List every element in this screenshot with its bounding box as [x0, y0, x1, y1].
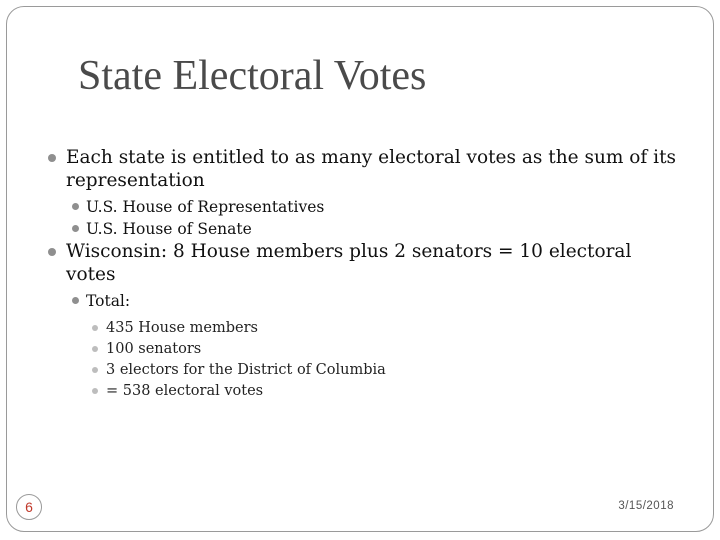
sub-sub-bullet-item	[46, 360, 686, 381]
bullet-item	[46, 146, 686, 192]
slide-content	[46, 146, 686, 402]
sub-sub-bullet-text: 435 House members	[106, 320, 258, 336]
sub-sub-bullet-item	[46, 318, 686, 339]
sub-sub-bullet-text: 100 senators	[106, 341, 202, 357]
bullet-icon	[72, 225, 79, 232]
bullet-icon	[92, 367, 98, 373]
bullet-icon	[92, 346, 98, 352]
sub-bullet-item	[46, 196, 686, 218]
bullet-icon	[72, 203, 79, 210]
sub-bullet-item	[46, 218, 686, 240]
bullet-icon	[48, 248, 56, 256]
bullet-icon	[92, 388, 98, 394]
bullet-icon	[48, 154, 56, 162]
sub-bullet-item	[46, 290, 686, 312]
slide-number: 6	[16, 494, 42, 520]
bullet-icon	[72, 297, 79, 304]
bullet-text: Wisconsin: 8 House members plus 2 senators = 10 electoral votes	[66, 241, 632, 285]
sub-bullet-text: U.S. House of Senate	[86, 220, 252, 238]
sub-sub-bullet-item	[46, 339, 686, 360]
sub-sub-bullet-text: 3 electors for the District of Columbia	[106, 362, 386, 378]
bullet-item	[46, 240, 686, 286]
bullet-icon	[92, 325, 98, 331]
sub-bullet-text: U.S. House of Representatives	[86, 198, 325, 216]
sub-bullet-text: Total:	[86, 292, 131, 310]
slide-date: 3/15/2018	[618, 500, 674, 512]
bullet-text: Each state is entitled to as many electoral votes as the sum of its representation	[66, 147, 677, 191]
slide-title: State Electoral Votes	[78, 53, 427, 99]
sub-sub-bullet-text: = 538 electoral votes	[106, 383, 264, 399]
sub-sub-bullet-item	[46, 381, 686, 402]
